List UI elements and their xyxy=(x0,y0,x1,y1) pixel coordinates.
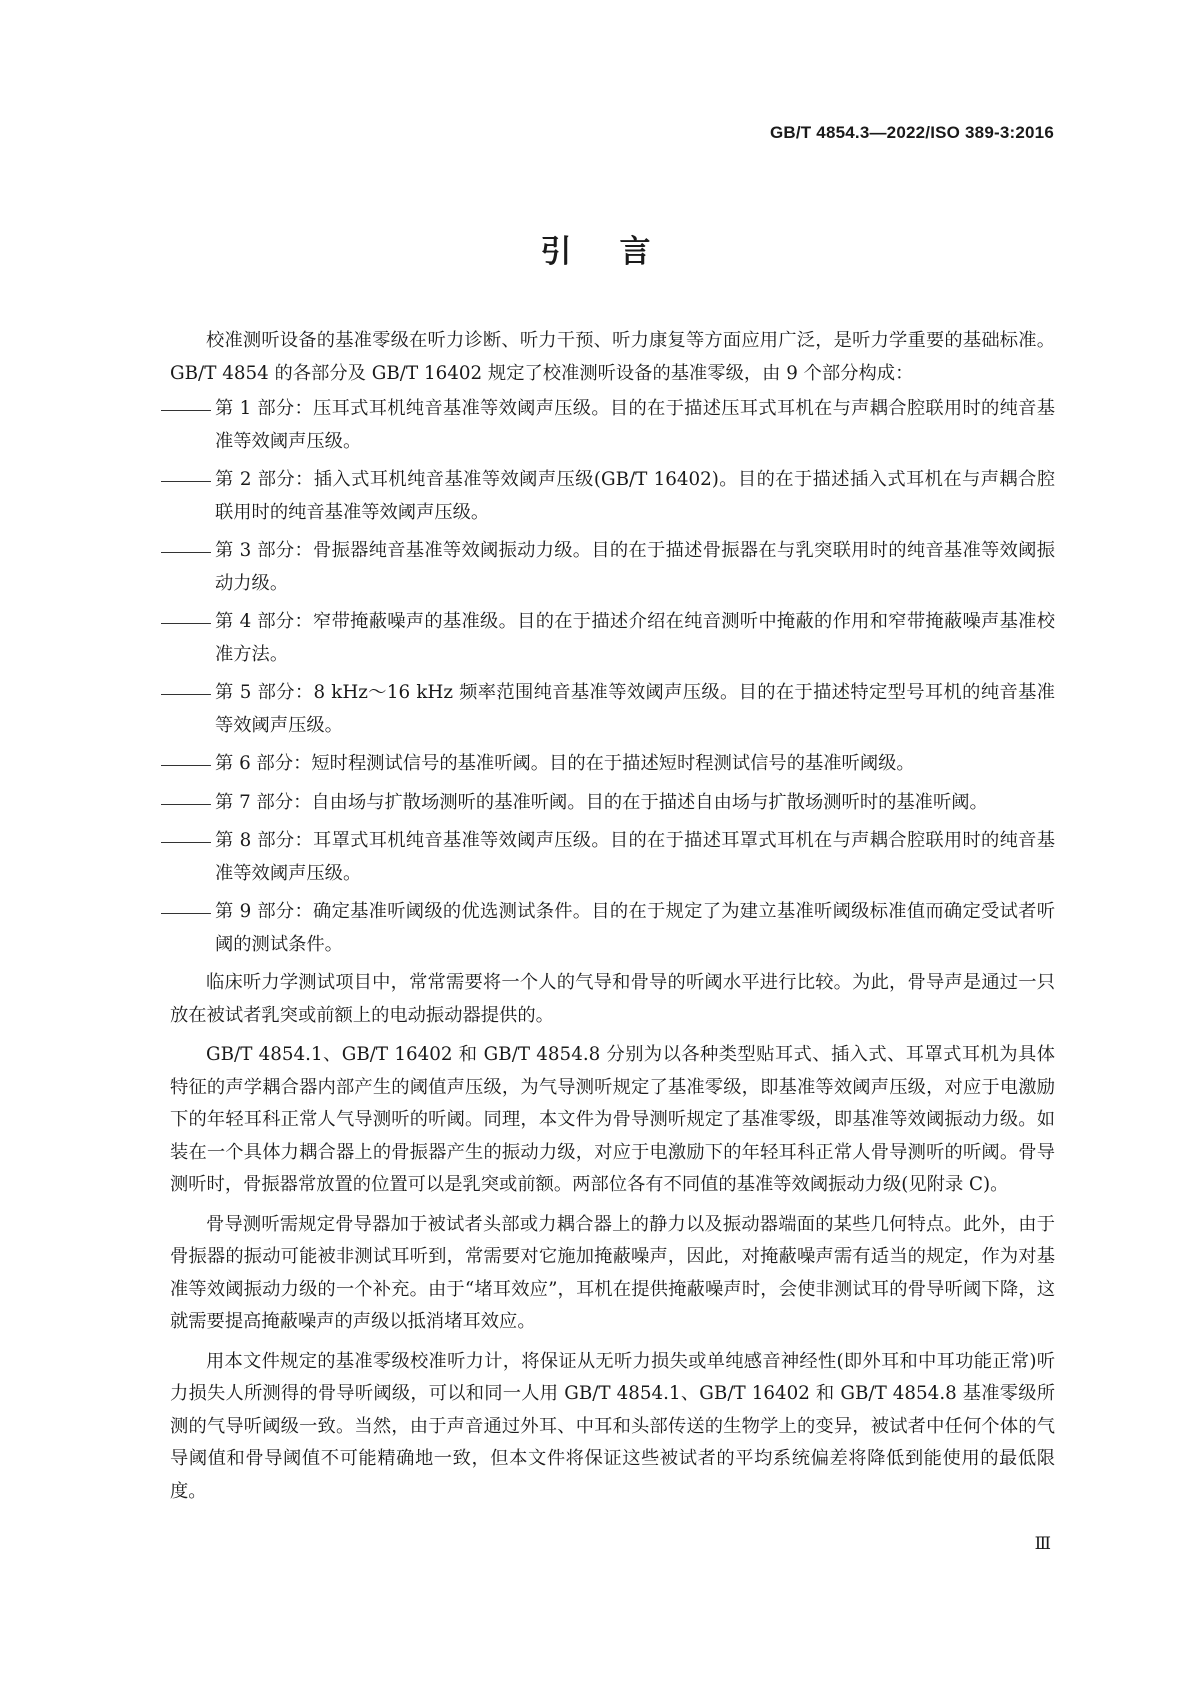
list-item: 第 9 部分：确定基准听阈级的优选测试条件。目的在于规定了为建立基准听阈级标准值而确定受试者听阈的测试条件。 xyxy=(215,901,1055,955)
body-paragraph: 骨导测听需规定骨导器加于被试者头部或力耦合器上的静力以及振动器端面的某些几何特点。此外，由于骨振器的振动可能被非测试耳听到，常需要对它施加掩蔽噪声，因此，对掩蔽噪声需有适当的规定，作为对基准等效阈振动力级的一个补充。由于“堵耳效应”，耳机在提供掩蔽噪声时，会使非测试耳的骨导听阈下降，这就需要提高掩蔽噪声的声级以抵消堵耳效应。 xyxy=(170,1213,1055,1332)
list-item: 第 8 部分：耳罩式耳机纯音基准等效阈声压级。目的在于描述耳罩式耳机在与声耦合腔联用时的纯音基准等效阈声压级。 xyxy=(215,830,1055,884)
page-title: 引言 xyxy=(540,234,699,270)
list-item: 第 7 部分：自由场与扩散场测听的基准听阈。目的在于描述自由场与扩散场测听时的基准听阈。 xyxy=(215,791,988,813)
list-item: 第 6 部分：短时程测试信号的基准听阈。目的在于描述短时程测试信号的基准听阈级。 xyxy=(215,753,915,774)
document-body xyxy=(170,325,1055,1515)
body-paragraph: 临床听力学测试项目中，常常需要将一个人的气导和骨导的听阈水平进行比较。为此，骨导声是通过一只放在被试者乳突或前额上的电动振动器提供的。 xyxy=(170,972,1055,1026)
list-item: 第 4 部分：窄带掩蔽噪声的基准级。目的在于描述介绍在纯音测听中掩蔽的作用和窄带掩蔽噪声基准校准方法。 xyxy=(215,611,1055,665)
list-item: 第 3 部分：骨振器纯音基准等效阈振动力级。目的在于描述骨振器在与乳突联用时的纯音基准等效阈振动力级。 xyxy=(215,540,1055,594)
body-paragraph: GB/T 4854.1、GB/T 16402 和 GB/T 4854.8 分别为以各种类型贴耳式、插入式、耳罩式耳机为具体特征的声学耦合器内部产生的阈值声压级，为气导测听规定了基准零级，即基准等效阈声压级，对应于电激励下的年轻耳科正常人气导测听的听阈。同理，本文件为骨导测听规定了基准零级，即基准等效阈振动力级。如装在一个具体力耦合器上的骨振器产生的振动力级，对应于电激励下的年轻耳科正常人骨导测听的听阈。骨导测听时，骨振器常放置的位置可以是乳突或前额。两部位各有不同值的基准等效阈振动力级(见附录 C)。 xyxy=(170,1044,1055,1195)
list-item: 第 5 部分：8 kHz～16 kHz 频率范围纯音基准等效阈声压级。目的在于描述特定型号耳机的纯音基准等效阈声压级。 xyxy=(215,682,1055,736)
parts-list xyxy=(170,393,1055,961)
body-paragraph: 用本文件规定的基准零级校准听力计，将保证从无听力损失或单纯感音神经性(即外耳和中耳功能正常)听力损失人所测得的骨导听阈级，可以和同一人用 GB/T 4854.1、GB/T 16402 和 GB/T 4854.8 基准零级所测的气导听阈级一致。当然，由于声音通过外耳、中耳和头部传送的生物学上的变异，被试者中任何个体的气导阈值和骨导阈值不可能精确地一致，但本文件将保证这些被试者的平均系统偏差将降低到能使用的最低限度。 xyxy=(170,1350,1055,1502)
page-number: Ⅲ xyxy=(1034,1534,1051,1554)
standard-number-header: GB/T 4854.3—2022/ISO 389-3:2016 xyxy=(769,123,1054,142)
intro-paragraph: 校准测听设备的基准零级在听力诊断、听力干预、听力康复等方面应用广泛，是听力学重要的基础标准。GB/T 4854 的各部分及 GB/T 16402 规定了校准测听设备的基准零级，由 9 个部分构成： xyxy=(170,330,1055,384)
list-item: 第 2 部分：插入式耳机纯音基准等效阈声压级(GB/T 16402)。目的在于描述插入式耳机在与声耦合腔联用时的纯音基准等效阈声压级。 xyxy=(215,469,1055,523)
list-item: 第 1 部分：压耳式耳机纯音基准等效阈声压级。目的在于描述压耳式耳机在与声耦合腔联用时的纯音基准等效阈声压级。 xyxy=(215,398,1055,452)
